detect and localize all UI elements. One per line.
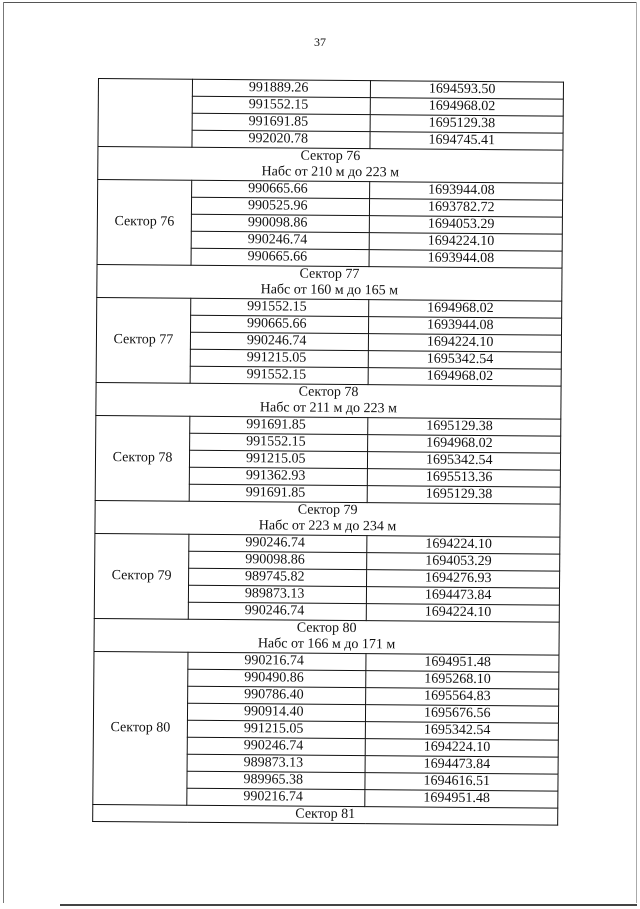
coord-x-cell: 991889.26 (192, 79, 370, 97)
sector-title: Сектор 76 (300, 148, 361, 165)
scan-border-right (636, 2, 637, 903)
coord-y-cell: 1694473.84 (366, 587, 559, 606)
sector-title: Сектор 77 (299, 266, 360, 283)
coord-x-cell: 990490.86 (188, 669, 366, 687)
coordinates-table (92, 78, 564, 826)
coord-x-cell: 990098.86 (191, 214, 369, 232)
sector-header-row (93, 804, 558, 825)
sector-label-cell: Сектор 80 (93, 651, 188, 805)
coord-x-cell: 990786.40 (188, 686, 366, 704)
coord-y-cell: 1695129.38 (370, 115, 563, 134)
sector-height-range: Набс от 166 м до 171 м (257, 636, 396, 653)
coord-x-cell: 991552.15 (190, 366, 368, 384)
sector-header-cell (93, 804, 558, 825)
sector-header-row (94, 618, 559, 655)
coord-x-cell: 991362.93 (189, 467, 367, 485)
sector-header-cell (98, 147, 563, 184)
coord-x-cell: 991552.15 (190, 433, 368, 451)
table-row (95, 533, 560, 554)
coord-y-cell: 1694224.10 (368, 334, 561, 353)
coord-y-cell: 1694224.10 (365, 739, 558, 758)
coord-y-cell: 1694224.10 (367, 536, 560, 555)
sector-header-row (98, 147, 563, 184)
sector-title: Сектор 80 (296, 620, 357, 637)
coord-x-cell: 990246.74 (187, 737, 365, 755)
coord-x-cell: 990098.86 (189, 551, 367, 569)
coordinates-table-container (92, 78, 563, 826)
page-number: 37 (314, 35, 326, 49)
coord-y-cell: 1694053.29 (369, 216, 562, 235)
sector-header-cell (94, 618, 559, 655)
coordinates-table-body (93, 79, 564, 826)
sector-label-cell (98, 79, 193, 148)
coord-x-cell: 991215.05 (190, 349, 368, 367)
coord-y-cell: 1693782.72 (369, 199, 562, 218)
sector-height-range: Набс от 223 м до 234 м (258, 518, 397, 535)
coord-y-cell: 1694951.48 (366, 654, 559, 673)
coord-y-cell: 1695342.54 (368, 351, 561, 370)
coord-y-cell: 1694053.29 (367, 553, 560, 572)
coord-x-cell: 990246.74 (189, 534, 367, 552)
sector-label-cell: Сектор 78 (95, 415, 190, 501)
sector-header-cell (96, 382, 561, 419)
coord-x-cell: 990665.66 (191, 248, 369, 266)
coord-x-cell: 989873.13 (187, 754, 365, 772)
coord-y-cell: 1694968.02 (368, 435, 561, 454)
coord-x-cell: 991215.05 (187, 720, 365, 738)
coord-x-cell: 989965.38 (187, 771, 365, 789)
table-row (98, 79, 563, 100)
coord-x-cell: 990914.40 (187, 703, 365, 721)
coord-y-cell: 1694224.10 (366, 604, 559, 623)
table-row (97, 297, 562, 318)
sector-header-cell (95, 500, 560, 537)
coord-y-cell: 1695513.36 (367, 469, 560, 488)
coord-y-cell: 1695342.54 (367, 452, 560, 471)
coord-y-cell: 1694968.02 (369, 300, 562, 319)
sector-header-cell (97, 264, 562, 301)
coord-y-cell: 1693944.08 (370, 182, 563, 201)
coord-y-cell: 1695129.38 (368, 418, 561, 437)
coord-x-cell: 989745.82 (189, 568, 367, 586)
coord-y-cell: 1693944.08 (369, 317, 562, 336)
sector-title: Сектор 78 (298, 384, 359, 401)
table-row (96, 415, 561, 436)
scan-border-bottom (60, 904, 637, 906)
table-row (94, 651, 559, 672)
coord-x-cell: 990525.96 (191, 197, 369, 215)
sector-header-row (97, 264, 562, 301)
coord-x-cell: 992020.78 (192, 130, 370, 148)
coord-x-cell: 991215.05 (189, 450, 367, 468)
scan-border-left (3, 2, 4, 903)
coord-y-cell: 1694616.51 (365, 773, 558, 792)
coord-x-cell: 990246.74 (188, 602, 366, 620)
sector-label-cell: Сектор 79 (94, 533, 189, 619)
coord-y-cell: 1695564.83 (366, 688, 559, 707)
coord-x-cell: 991552.15 (191, 298, 369, 316)
coord-y-cell: 1694968.02 (370, 98, 563, 117)
coord-y-cell: 1693944.08 (369, 250, 562, 269)
coord-x-cell: 990246.74 (190, 332, 368, 350)
coord-x-cell: 990216.74 (187, 788, 365, 806)
coord-y-cell: 1694745.41 (370, 132, 563, 151)
sector-header-row (96, 382, 561, 419)
coord-x-cell: 989873.13 (188, 585, 366, 603)
coord-y-cell: 1695676.56 (365, 705, 558, 724)
coord-x-cell: 990216.74 (188, 652, 366, 670)
sector-title: Сектор 81 (295, 806, 356, 823)
coord-y-cell: 1694224.10 (369, 233, 562, 252)
coord-x-cell: 991691.85 (190, 416, 368, 434)
coord-y-cell: 1694593.50 (370, 81, 563, 100)
table-row (98, 180, 563, 201)
sector-title: Сектор 79 (297, 502, 358, 519)
coord-x-cell: 990665.66 (192, 180, 370, 198)
coord-y-cell: 1695129.38 (367, 486, 560, 505)
coord-y-cell: 1694951.48 (365, 790, 558, 809)
sector-header-row (95, 500, 560, 537)
sector-label-cell: Сектор 77 (96, 297, 191, 383)
sector-label-cell: Сектор 76 (97, 180, 192, 266)
coord-x-cell: 990665.66 (191, 315, 369, 333)
coord-y-cell: 1695268.10 (366, 671, 559, 690)
coord-x-cell: 991691.85 (192, 113, 370, 131)
coord-y-cell: 1694473.84 (365, 756, 558, 775)
sector-height-range: Набс от 210 м до 223 м (261, 164, 400, 181)
coord-y-cell: 1694276.93 (367, 570, 560, 589)
coord-y-cell: 1695342.54 (365, 722, 558, 741)
coord-x-cell: 991552.15 (192, 96, 370, 114)
sector-height-range: Набс от 211 м до 223 м (259, 400, 397, 417)
coord-y-cell: 1694968.02 (368, 368, 561, 387)
scan-border-top (3, 2, 637, 3)
coord-x-cell: 991691.85 (189, 484, 367, 502)
coord-x-cell: 990246.74 (191, 231, 369, 249)
sector-height-range: Набс от 160 м до 165 м (260, 282, 399, 299)
